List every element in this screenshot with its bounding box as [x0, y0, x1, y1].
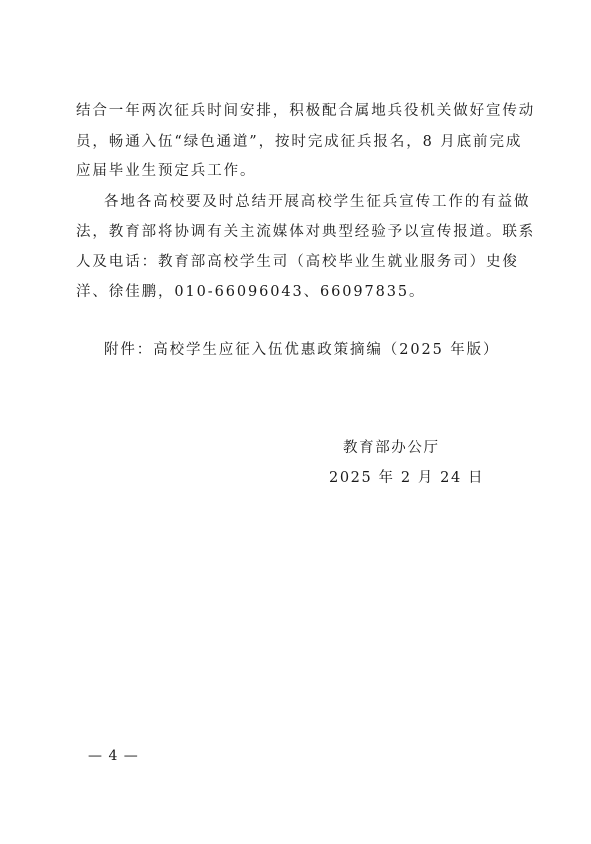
paragraph-2-line-3: 人及电话：教育部高校学生司（高校毕业生就业服务司）史俊	[76, 254, 519, 270]
paragraph-2-line-2: 法，教育部将协调有关主流媒体对典型经验予以宣传报道。联系	[76, 224, 536, 240]
paragraph-2-line-4: 洋、徐佳鹏，010-66096043、66097835。	[76, 284, 426, 300]
issue-date: 2025 年 2 月 24 日	[329, 470, 485, 486]
paragraph-1-line-2: 员，畅通入伍“绿色通道”，按时完成征兵报名，8 月底前完成	[76, 134, 523, 150]
issuer-name: 教育部办公厅	[343, 440, 440, 456]
paragraph-2-line-1: 各地各高校要及时总结开展高校学生征兵宣传工作的有益做	[104, 194, 531, 210]
attachment-line: 附件：高校学生应征入伍优惠政策摘编（2025 年版）	[104, 342, 500, 358]
page-number: — 4 —	[88, 748, 139, 764]
paragraph-1-line-1: 结合一年两次征兵时间安排，积极配合属地兵役机关做好宣传动	[76, 103, 536, 119]
paragraph-1-line-3: 应届毕业生预定兵工作。	[76, 163, 257, 179]
